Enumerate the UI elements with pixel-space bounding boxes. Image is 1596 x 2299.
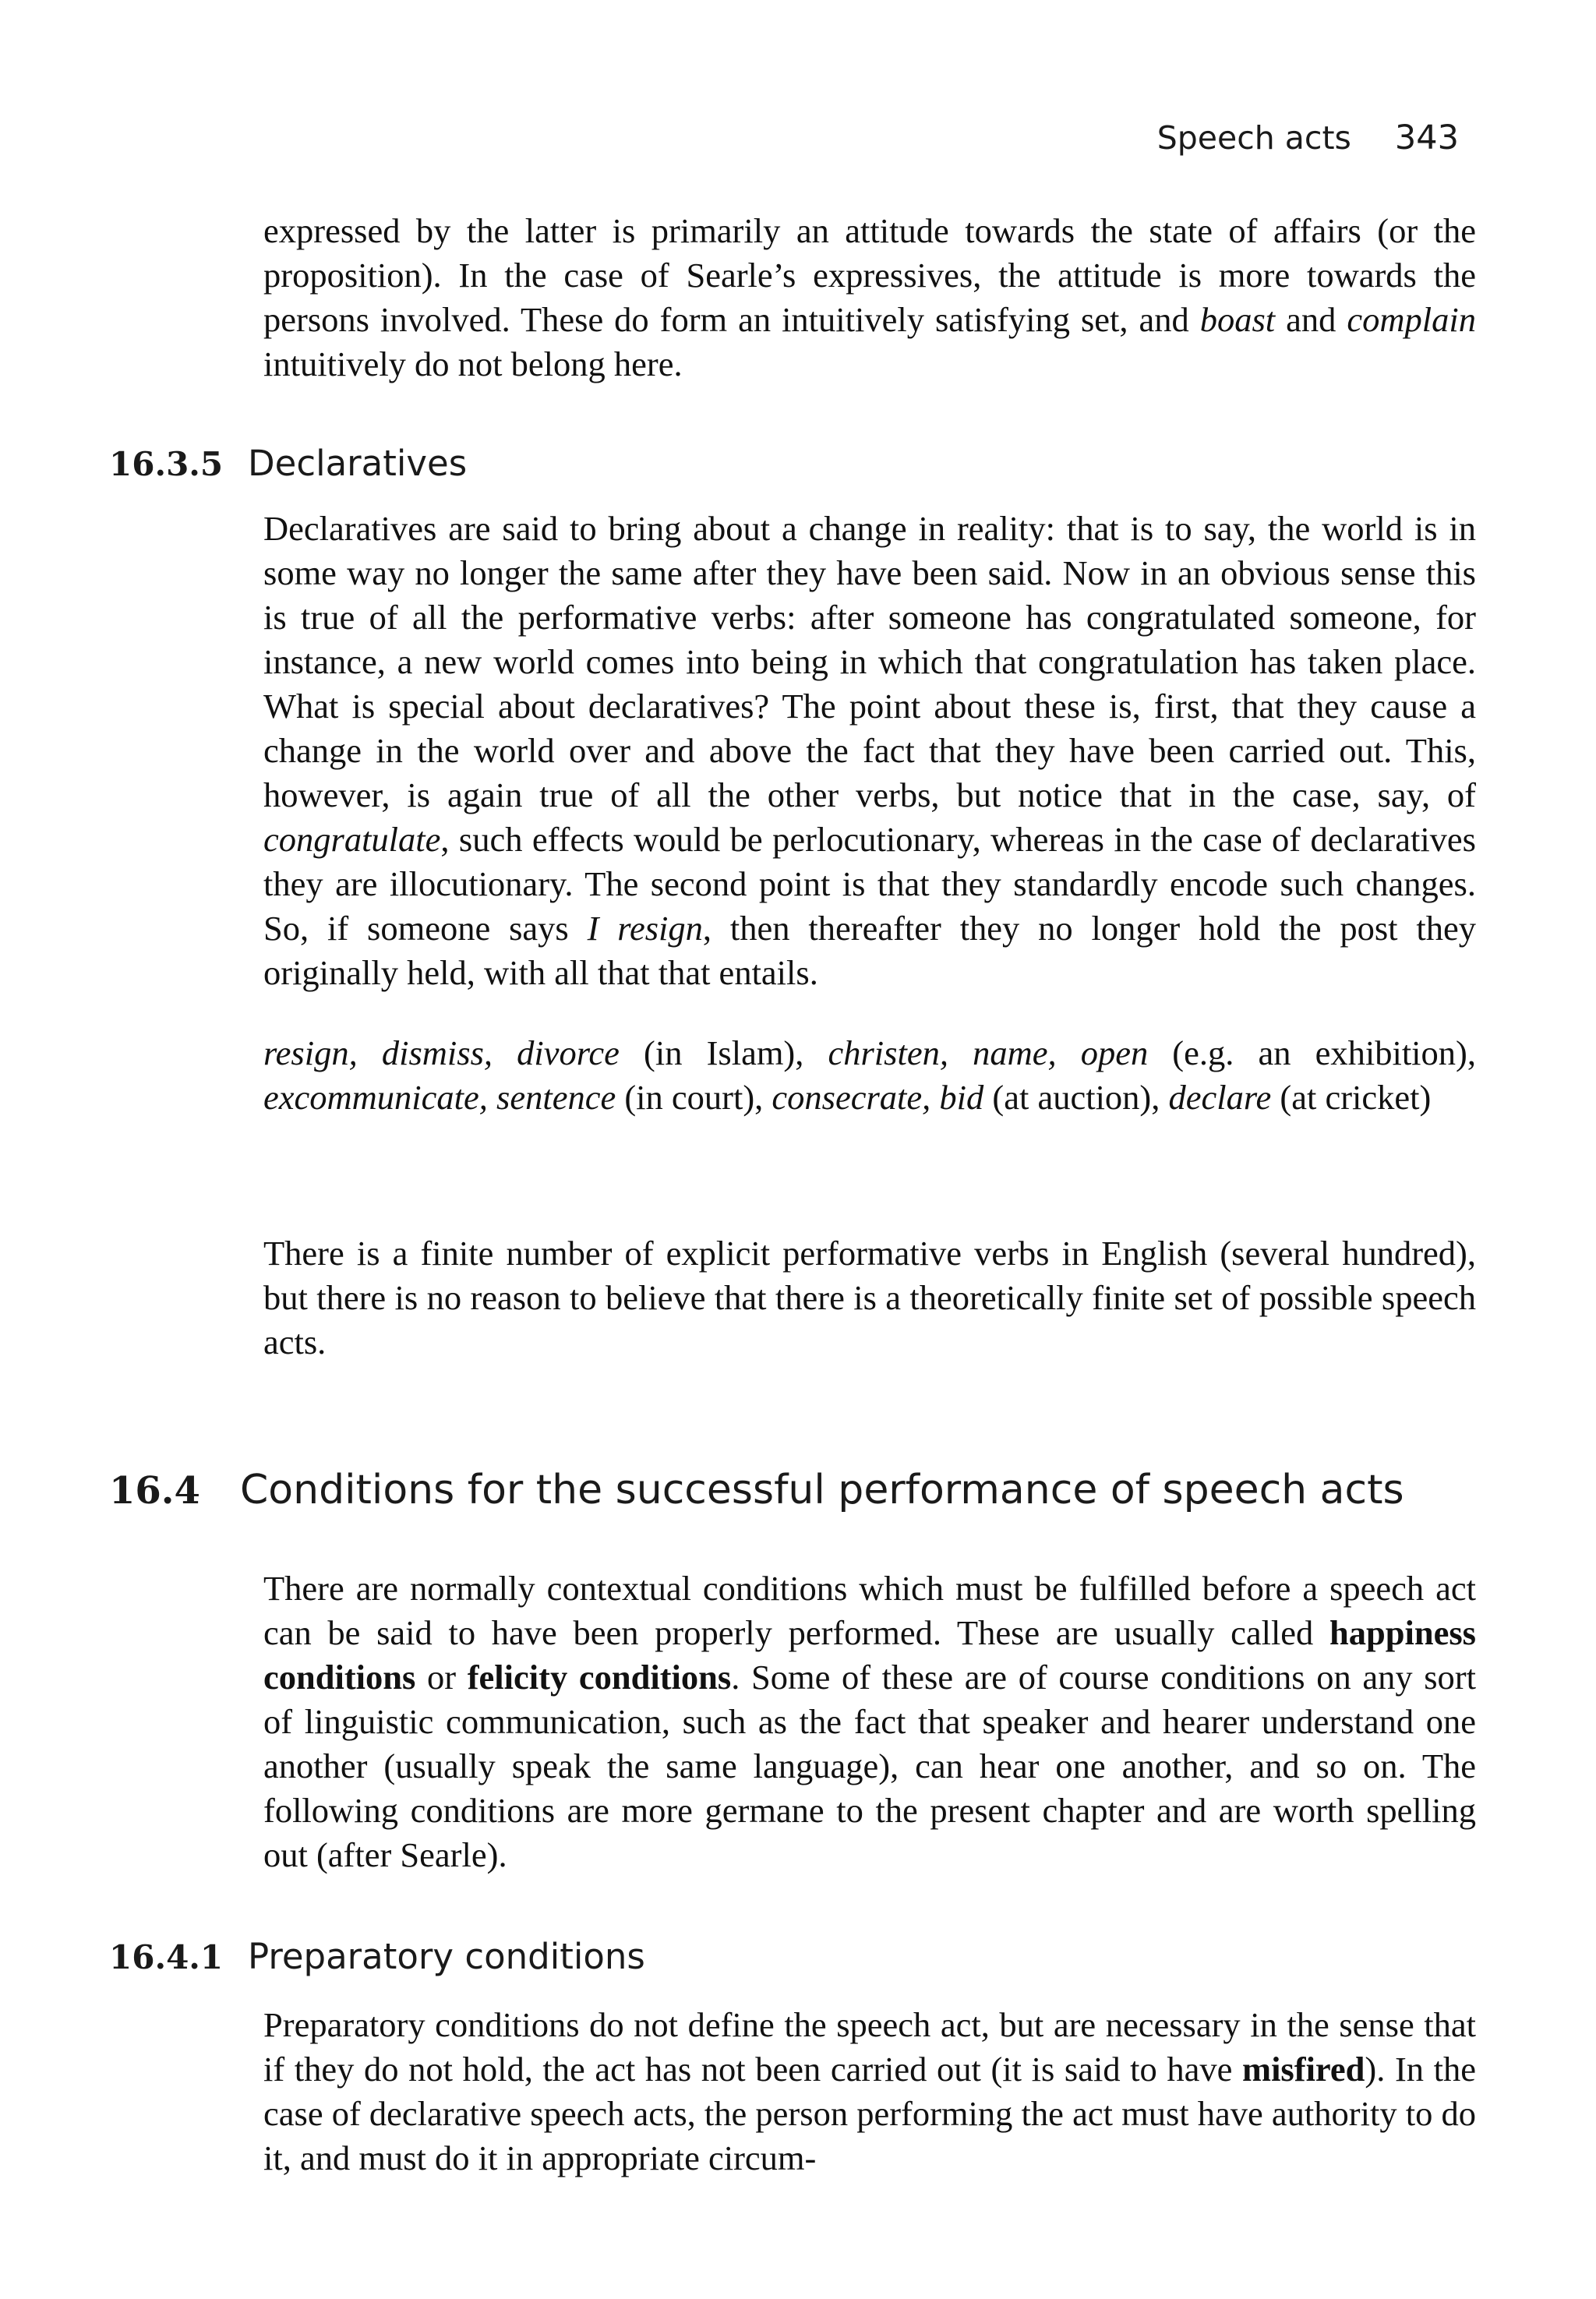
term-congratulate: congratulate (263, 820, 441, 859)
term-complain: complain (1347, 300, 1476, 339)
section-heading-16-4 (109, 1467, 1404, 1513)
term-boast: boast (1199, 300, 1276, 339)
term-happiness-conditions: happiness conditions (263, 1613, 1476, 1697)
term-i-resign: I resign (587, 909, 703, 948)
term-felicity-conditions: felicity conditions (467, 1658, 732, 1697)
section-heading-16-3-5 (109, 443, 467, 484)
section-title: Declaratives (248, 443, 468, 484)
paragraph-declaratives: Declaratives are said to bring about a change in reality: that is to say, the world is in some way no longer the same after they have been said. Now in an obvious sense this is true of all the performative verbs: after someone has congratulated someone, for instance, a new world comes into being in which that congratulation has taken place. What is special about declaratives? The point about these is, first, that they cause a change in the world over and above the fact that they have been carried out. This, however, is again true of all the other verbs, but notice that in the case, say, of congratulate, such effects would be perlocutionary, whereas in the case of declaratives they are illocutionary. The second point is that they standardly encode such changes. So, if someone says I resign, then thereafter they no longer hold the post they originally held, with all that that entails. (263, 509, 1476, 992)
section-heading-16-4-1 (109, 1936, 645, 1977)
paragraph-declarative-examples: resign, dismiss, divorce (in Islam), christen, name, open (e.g. an exhibition), excommunicate, sentence (in court), consecrate, bid (at auction), declare (at cricket) (263, 1033, 1476, 1117)
section-number: 16.4.1 (109, 1938, 224, 1976)
section-number: 16.3.5 (109, 445, 224, 483)
running-title: Speech acts (1156, 119, 1351, 157)
page-number: 343 (1394, 118, 1459, 157)
term-misfired: misfired (1242, 2050, 1365, 2089)
section-number: 16.4 (109, 1469, 200, 1513)
section-title: Preparatory conditions (248, 1936, 645, 1977)
paragraph-conditions: There are normally contextual conditions which must be fulfilled before a speech act can be said to have been properly performed. These are usually called happiness conditions or felicity conditions. Some of these are of course conditions on any sort of linguistic communication, such as the fact that speaker and hearer understand one another (usually speak the same language), can hear one another, and so on. The following conditions are more germane to the present chapter and are worth spelling out (after Searle). (263, 1569, 1476, 1874)
paragraph-preparatory-conditions: Preparatory conditions do not define the speech act, but are necessary in the sense that if they do not hold, the act has not been carried out (it is said to have misfired). In the case of declarative speech acts, the person performing the act must have authority to do it, and must do it in appropriate circum- (263, 2005, 1476, 2177)
section-title: Conditions for the successful performance of speech acts (240, 1467, 1404, 1513)
paragraph-finite-verbs: There is a finite number of explicit performative verbs in English (several hundred), but there is no reason to believe that there is a theoretically finite set of possible speech acts. (263, 1234, 1476, 1361)
running-head (1157, 118, 1459, 157)
paragraph-expressives-end: expressed by the latter is primarily an attitude towards the state of affairs (or the proposition). In the case of Searle’s expressives, the attitude is more towards the persons involved. These do form an intuitively satisfying set, and boast and complain intuitively do not belong here. (263, 211, 1476, 383)
